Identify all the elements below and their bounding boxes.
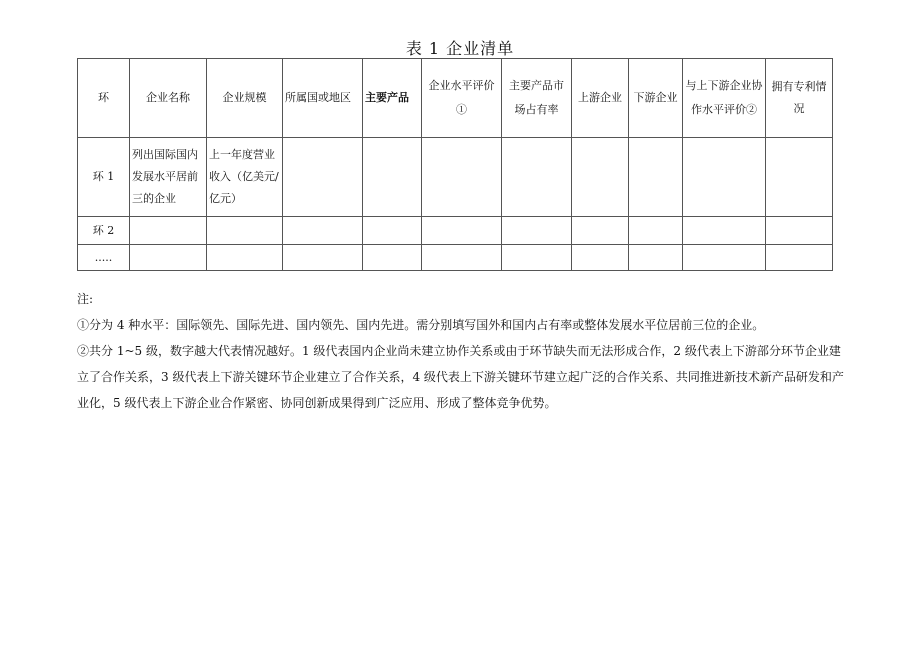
empty-cell [422, 245, 502, 271]
empty-cell [422, 217, 502, 245]
empty-cell [629, 245, 683, 271]
empty-cell [572, 138, 629, 217]
note-2: ②共分 1~5 级，数字越大代表情况越好。1 级代表国内企业尚未建立协作关系或由于环节缺失而无法形成合作，2 级代表上下游部分环节企业建立了合作关系，3 级代表上下游关键环节企业建立了合作关系，4 级代表上下游关键环节建立起广泛的合作关系、共同推进新技术新产品研发和产业化，5 级代表上下游企业合作紧密、协同创新成果得到广泛应用、形成了整体竞争优势。 [77, 344, 844, 410]
empty-cell [502, 217, 572, 245]
empty-cell [629, 138, 683, 217]
empty-cell [766, 138, 833, 217]
ring-cell: 环 1 [78, 138, 130, 217]
empty-cell [207, 217, 283, 245]
table-row [78, 217, 833, 245]
header-cell-patents: 拥有专利情况 [766, 59, 833, 138]
empty-cell [572, 245, 629, 271]
header-cell-scale: 企业规模 [207, 59, 283, 138]
note-1: ①分为 4 种水平：国际领先、国际先进、国内领先、国内先进。需分别填写国外和国内占有率或整体发展水平位居前三位的企业。 [77, 318, 765, 332]
empty-cell [130, 245, 207, 271]
scale-cell: 上一年度营业收入（亿美元/亿元） [207, 138, 283, 217]
table-row [78, 245, 833, 271]
header-cell-downstream: 下游企业 [629, 59, 683, 138]
empty-cell [683, 138, 766, 217]
header-cell-ring: 环 [78, 59, 130, 138]
header-cell-upstream: 上游企业 [572, 59, 629, 138]
empty-cell [502, 245, 572, 271]
empty-cell [683, 217, 766, 245]
table-title: 表 1 企业清单 [405, 39, 515, 58]
header-cell-name: 企业名称 [130, 59, 207, 138]
empty-cell [363, 138, 422, 217]
header-cell-market-share: 主要产品市场占有率 [502, 59, 572, 138]
name-cell: 列出国际国内发展水平居前三的企业 [130, 138, 207, 217]
empty-cell [130, 217, 207, 245]
header-row [78, 59, 833, 138]
header-cell-region: 所属国或地区 [283, 59, 363, 138]
empty-cell [502, 138, 572, 217]
empty-cell [572, 217, 629, 245]
notes-section [77, 286, 852, 416]
empty-cell [283, 138, 363, 217]
notes-label: 注: [77, 292, 94, 306]
header-cell-level: 企业水平评价① [422, 59, 502, 138]
empty-cell [766, 217, 833, 245]
empty-cell [363, 245, 422, 271]
empty-cell [207, 245, 283, 271]
empty-cell [683, 245, 766, 271]
empty-cell [363, 217, 422, 245]
ring-cell: 环 2 [78, 217, 130, 245]
header-cell-main-product: 主要产品 [363, 59, 422, 138]
header-cell-cooperation: 与上下游企业协作水平评价② [683, 59, 766, 138]
empty-cell [283, 217, 363, 245]
enterprise-table [77, 58, 833, 271]
empty-cell [766, 245, 833, 271]
empty-cell [422, 138, 502, 217]
empty-cell [283, 245, 363, 271]
empty-cell [629, 217, 683, 245]
table-row [78, 138, 833, 217]
ring-cell: ..... [78, 245, 130, 271]
